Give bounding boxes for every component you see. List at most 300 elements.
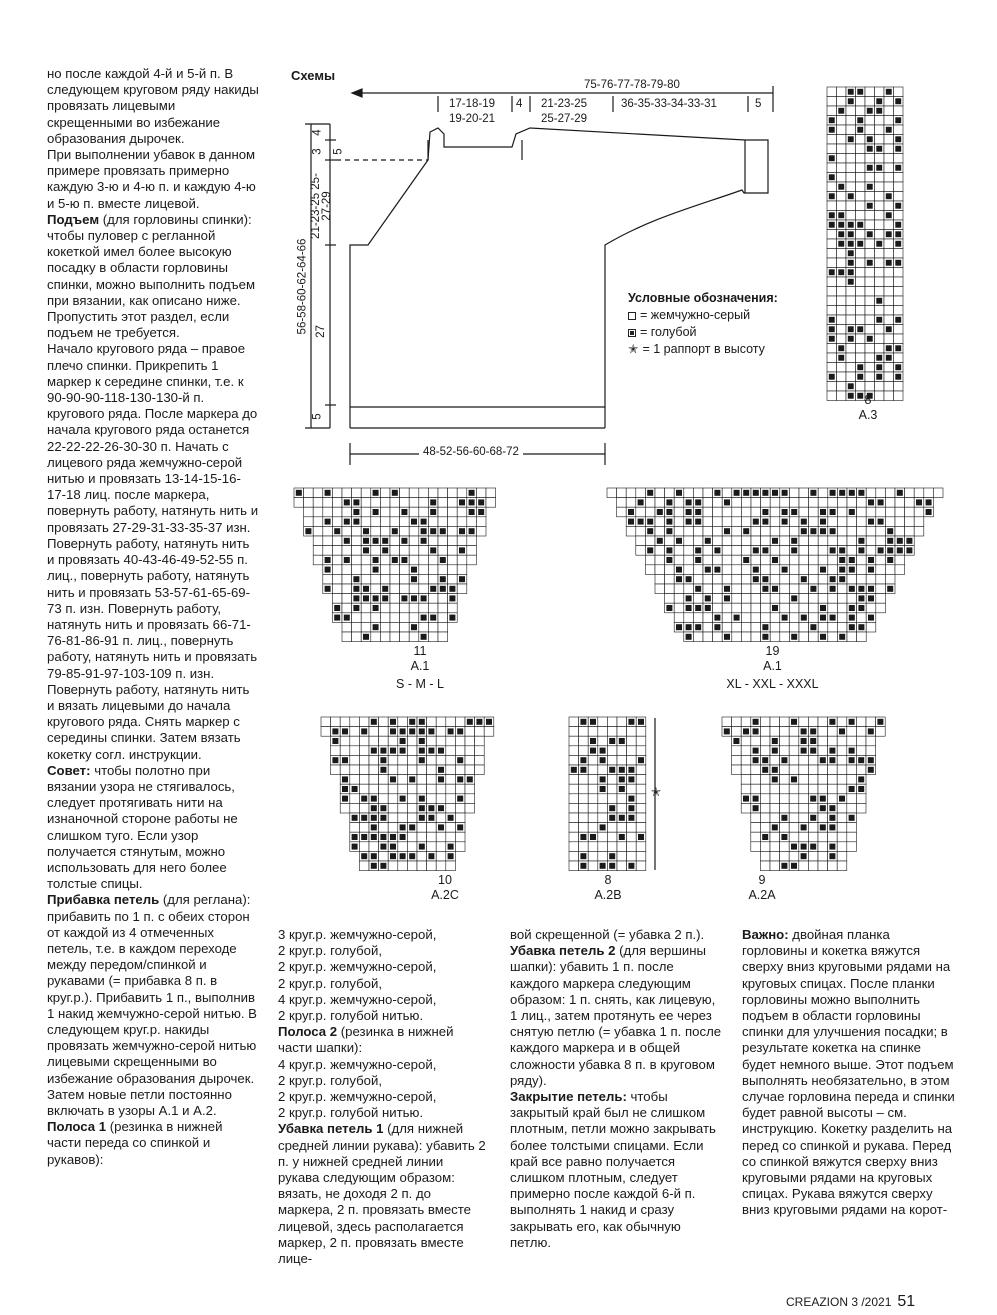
chart-a1-xl-cell bbox=[761, 536, 771, 546]
chart-a1-xl-cell bbox=[828, 555, 838, 565]
chart-a3-cell bbox=[827, 230, 837, 240]
chart-a1-xl-cell bbox=[684, 613, 694, 623]
chart-a1-xl-cell bbox=[828, 622, 838, 632]
chart-a1-sml-cell bbox=[438, 536, 448, 546]
chart-a1-sml-cell bbox=[332, 574, 342, 584]
chart-a2b-cell bbox=[617, 794, 627, 804]
chart-a1-xl-stitch bbox=[839, 547, 845, 553]
chart-a1-xl-cell bbox=[799, 488, 809, 498]
chart-a1-xl-stitch bbox=[762, 519, 768, 525]
chart-a1-xl-stitch bbox=[782, 567, 788, 573]
chart-a1-sml-cell bbox=[313, 517, 323, 527]
chart-a2a-stitch bbox=[829, 719, 835, 725]
chart-a2b-cell bbox=[598, 813, 608, 823]
chart-a1-sml-stitch bbox=[469, 509, 475, 515]
chart-a2c-cell bbox=[331, 746, 341, 756]
chart-a2a-cell bbox=[760, 803, 770, 813]
chart-a3-cell bbox=[827, 249, 837, 259]
chart-a2a-cell bbox=[828, 861, 838, 871]
chart-a1-xl-cell bbox=[732, 565, 742, 575]
chart-a1-sml-cell bbox=[400, 613, 410, 623]
chart-a2a-cell bbox=[780, 746, 790, 756]
chart-a2b-cell bbox=[627, 755, 637, 765]
chart-a1-xl-cell bbox=[780, 546, 790, 556]
chart-a3-cell bbox=[856, 182, 866, 192]
chart-a1-sml-cell bbox=[294, 498, 304, 508]
chart-a2a-cell bbox=[760, 775, 770, 785]
chart-a1-sml-stitch bbox=[411, 519, 417, 525]
chart-a2a-stitch bbox=[868, 757, 874, 763]
chart-a2c-cell bbox=[455, 717, 465, 727]
chart-a2a-cell bbox=[741, 765, 751, 775]
chart-a1-sml-cell bbox=[476, 517, 486, 527]
chart-a2a-cell bbox=[770, 794, 780, 804]
chart-a1-sml-stitch bbox=[421, 528, 427, 534]
chart-a1-xl-stitch bbox=[782, 519, 788, 525]
chart-a2a-stitch bbox=[801, 853, 807, 859]
chart-a2c-stitch bbox=[400, 728, 406, 734]
chart-a2c-cell bbox=[369, 727, 379, 737]
legend-label: = 1 раппорт в высоту bbox=[642, 342, 765, 356]
chart-a2b-cell bbox=[569, 736, 579, 746]
chart-a2a-cell bbox=[837, 755, 847, 765]
chart-a2b-cell bbox=[569, 823, 579, 833]
chart-a2b-cell bbox=[617, 746, 627, 756]
chart-a1-sml-stitch bbox=[401, 595, 407, 601]
chart-a2c-cell bbox=[446, 861, 456, 871]
chart-a1-xl-stitch bbox=[743, 490, 749, 496]
chart-a2c-stitch bbox=[419, 757, 425, 763]
chart-a2a-stitch bbox=[801, 824, 807, 830]
chart-a3-cell bbox=[827, 344, 837, 354]
paragraph-text: (для горловины спинки): чтобы пуловер с регланной кокеткой имел более высокую посадку в области горловины спинки, можно выполнить подъем при вязании, как описано ниже. Пропустить этот раздел, если подъем не требуется. bbox=[47, 211, 256, 341]
chart-a3-stitch bbox=[876, 165, 882, 171]
chart-a2a-cell bbox=[799, 755, 809, 765]
chart-a3-cell bbox=[827, 382, 837, 392]
chart-a3-stitch bbox=[838, 212, 844, 218]
chart-a2a-cell bbox=[799, 861, 809, 871]
chart-a2a-stitch bbox=[791, 844, 797, 850]
chart-a3-stitch bbox=[867, 203, 873, 209]
chart-a2b-cell bbox=[636, 784, 646, 794]
chart-a2b-stitch bbox=[600, 748, 606, 754]
chart-a1-sml-cell bbox=[361, 488, 371, 498]
chart-a2c-stitch bbox=[352, 815, 358, 821]
chart-a1-xl-cell bbox=[693, 613, 703, 623]
chart-a1-xl-cell bbox=[780, 536, 790, 546]
chart-a1-xl-stitch bbox=[858, 547, 864, 553]
dim-seg4: 36-35-33-34-33-31 bbox=[621, 98, 717, 110]
chart-a3-cell bbox=[894, 382, 904, 392]
chart-a2c-cell bbox=[436, 755, 446, 765]
chart-a2a-stitch bbox=[753, 748, 759, 754]
chart-a1-xl-cell bbox=[713, 536, 723, 546]
chart-a1-xl-cell bbox=[818, 555, 828, 565]
chart-a2b-cell bbox=[607, 794, 617, 804]
chart-a2a-stitch bbox=[858, 786, 864, 792]
chart-a2a-cell bbox=[808, 832, 818, 842]
chart-a3-cell bbox=[894, 87, 904, 97]
chart-a1-sml-cell bbox=[438, 517, 448, 527]
chart-a1-sml-cell bbox=[361, 613, 371, 623]
chart-a2a-cell bbox=[751, 765, 761, 775]
a1s-count: 11 bbox=[413, 644, 427, 658]
chart-a2b-cell bbox=[607, 746, 617, 756]
chart-a2b-cell bbox=[636, 861, 646, 871]
chart-a1-xl-stitch bbox=[801, 528, 807, 534]
chart-a1-xl-cell bbox=[799, 622, 809, 632]
chart-a1-xl-stitch bbox=[647, 490, 653, 496]
chart-a2a-stitch bbox=[762, 767, 768, 773]
chart-a2c-cell bbox=[388, 755, 398, 765]
chart-a3-cell bbox=[875, 230, 885, 240]
chart-a2a-cell bbox=[789, 851, 799, 861]
line: 2 круг.р. голубой нитью. bbox=[278, 1008, 424, 1024]
chart-a1-xl-cell bbox=[770, 517, 780, 527]
chart-a1-xl-stitch bbox=[906, 538, 912, 544]
chart-a2a-cell bbox=[828, 775, 838, 785]
chart-a1-sml-cell bbox=[400, 565, 410, 575]
chart-a2a-stitch bbox=[772, 767, 778, 773]
chart-a2a-cell bbox=[847, 775, 857, 785]
chart-a2a-stitch bbox=[868, 767, 874, 773]
chart-a1-sml-cell bbox=[313, 536, 323, 546]
chart-a1-xl-cell bbox=[780, 526, 790, 536]
chart-a1-xl-cell bbox=[703, 613, 713, 623]
chart-a3-cell bbox=[837, 306, 847, 316]
chart-a3-cell bbox=[894, 306, 904, 316]
chart-a1-sml-cell bbox=[457, 536, 467, 546]
chart-a3-cell bbox=[865, 372, 875, 382]
chart-a1-xl-cell bbox=[837, 536, 847, 546]
chart-a3-stitch bbox=[895, 345, 901, 351]
chart-a2b-stitch bbox=[580, 767, 586, 773]
chart-a2a-cell bbox=[818, 851, 828, 861]
chart-a3-cell bbox=[856, 173, 866, 183]
chart-a1-xl-cell bbox=[732, 546, 742, 556]
chart-a2b-stitch bbox=[609, 767, 615, 773]
chart-a1-xl-stitch bbox=[791, 538, 797, 544]
chart-a1-sml-stitch bbox=[459, 528, 465, 534]
chart-a2b-cell bbox=[569, 842, 579, 852]
chart-a1-sml-cell bbox=[380, 632, 390, 642]
chart-a1-xl-cell bbox=[809, 498, 819, 508]
chart-a1-xl-cell bbox=[645, 498, 655, 508]
chart-a3-stitch bbox=[848, 136, 854, 142]
paragraph-text: чтобы закрытый край был не слишком плотным, петли можно закрывать более толстыми спицами. Если край все равно получается слишком плотным, следует примерно после каждой 6-й п. выполнять 1 накид и сразу закрывать его, как обычную петлю. bbox=[510, 1089, 716, 1250]
chart-a2b-cell bbox=[636, 842, 646, 852]
chart-a1-xl-cell bbox=[655, 488, 665, 498]
chart-a1-sml-cell bbox=[332, 507, 342, 517]
chart-a2c-stitch bbox=[438, 805, 444, 811]
chart-a2c-stitch bbox=[380, 844, 386, 850]
chart-a3-cell bbox=[837, 315, 847, 325]
chart-a1-sml-cell bbox=[448, 517, 458, 527]
chart-a1-sml-cell bbox=[486, 488, 496, 498]
chart-a3-cell bbox=[856, 201, 866, 211]
chart-a1-xl-cell bbox=[684, 536, 694, 546]
chart-a2c-stitch bbox=[380, 863, 386, 869]
chart-a3-cell bbox=[865, 382, 875, 392]
chart-a2b-cell bbox=[598, 851, 608, 861]
chart-a1-xl-cell bbox=[703, 555, 713, 565]
chart-a2b-stitch bbox=[628, 863, 634, 869]
chart-a3-cell bbox=[827, 182, 837, 192]
chart-a2c-stitch bbox=[332, 757, 338, 763]
chart-a2a-cell bbox=[808, 755, 818, 765]
chart-a3-cell bbox=[856, 296, 866, 306]
chart-a2a-stitch bbox=[810, 738, 816, 744]
chart-a1-xl-stitch bbox=[820, 634, 826, 640]
chart-a2c-stitch bbox=[380, 815, 386, 821]
chart-a1-sml-cell bbox=[448, 565, 458, 575]
chart-a3-cell bbox=[865, 315, 875, 325]
chart-a2a-stitch bbox=[733, 738, 739, 744]
chart-a2a-stitch bbox=[849, 757, 855, 763]
chart-a2a-cell bbox=[780, 727, 790, 737]
chart-a2b-stitch bbox=[600, 824, 606, 830]
a1x-sizes: XL - XXL - XXXL bbox=[726, 677, 819, 691]
chart-a2c-stitch bbox=[419, 796, 425, 802]
chart-a2a-cell bbox=[789, 765, 799, 775]
chart-a2c-cell bbox=[417, 784, 427, 794]
chart-a1-xl-cell bbox=[713, 526, 723, 536]
chart-a1-sml-cell bbox=[390, 594, 400, 604]
chart-a2c-cell bbox=[359, 736, 369, 746]
chart-a2a-cell bbox=[741, 736, 751, 746]
chart-a1-sml-stitch bbox=[325, 490, 331, 496]
chart-a1-xl-cell bbox=[761, 603, 771, 613]
chart-a1-xl-cell bbox=[818, 536, 828, 546]
chart-a1-sml-cell bbox=[380, 555, 390, 565]
chart-a1-sml-cell bbox=[390, 507, 400, 517]
chart-a2b-cell bbox=[579, 794, 589, 804]
chart-a2c-stitch bbox=[390, 844, 396, 850]
chart-a2a-stitch bbox=[868, 728, 874, 734]
chart-a1-sml-cell bbox=[304, 507, 314, 517]
chart-a2c-cell bbox=[407, 755, 417, 765]
chart-a2a-cell bbox=[732, 765, 742, 775]
chart-a1-xl-stitch bbox=[753, 547, 759, 553]
chart-a3-cell bbox=[865, 192, 875, 202]
chart-a2a-cell bbox=[789, 823, 799, 833]
chart-a1-sml-cell bbox=[428, 536, 438, 546]
chart-a1-xl-stitch bbox=[686, 634, 692, 640]
chart-a1-sml-cell bbox=[304, 498, 314, 508]
chart-a2b-cell bbox=[636, 765, 646, 775]
chart-a1-sml-stitch bbox=[363, 586, 369, 592]
chart-a2c-stitch bbox=[390, 853, 396, 859]
chart-a2c-cell bbox=[369, 842, 379, 852]
chart-a1-xl-cell bbox=[741, 546, 751, 556]
chart-a1-xl-cell bbox=[799, 555, 809, 565]
chart-a2a-cell bbox=[780, 736, 790, 746]
chart-a1-sml-cell bbox=[332, 517, 342, 527]
chart-a1-xl-cell bbox=[789, 574, 799, 584]
chart-a2a-cell bbox=[770, 851, 780, 861]
chart-a1-sml-cell bbox=[448, 555, 458, 565]
chart-a1-sml-cell bbox=[371, 632, 381, 642]
chart-a1-xl-cell bbox=[818, 584, 828, 594]
chart-a1-xl-stitch bbox=[868, 615, 874, 621]
chart-a3-cell bbox=[884, 144, 894, 154]
a1x-name: A.1 bbox=[763, 659, 782, 673]
chart-a1-sml-stitch bbox=[353, 605, 359, 611]
chart-a1-xl-cell bbox=[847, 517, 857, 527]
chart-a1-sml-cell bbox=[313, 526, 323, 536]
chart-a1-sml-cell bbox=[352, 565, 362, 575]
chart-a1-sml-stitch bbox=[430, 499, 436, 505]
chart-a2c-cell bbox=[455, 832, 465, 842]
chart-a2c-cell bbox=[388, 813, 398, 823]
chart-a2c-cell bbox=[398, 803, 408, 813]
chart-a1-xl-cell bbox=[713, 632, 723, 642]
chart-a3-stitch bbox=[895, 165, 901, 171]
chart-a1-xl-cell bbox=[809, 613, 819, 623]
chart-a2c-cell bbox=[388, 794, 398, 804]
chart-a3-cell bbox=[827, 353, 837, 363]
chart-a1-xl-cell bbox=[617, 498, 627, 508]
chart-a1-xl-stitch bbox=[858, 490, 864, 496]
chart-a2b-cell bbox=[569, 775, 579, 785]
chart-a1-xl-stitch bbox=[762, 547, 768, 553]
chart-a2c-cell bbox=[359, 823, 369, 833]
chart-a2a-cell bbox=[732, 717, 742, 727]
paragraph: но после каждой 4-й и 5-й п. В следующем круговом ряду накиды провязать лицевыми скрещенными во избежание образования дырочек. bbox=[47, 66, 259, 146]
schemes-title: Схемы bbox=[291, 68, 336, 83]
chart-a1-xl-cell bbox=[665, 584, 675, 594]
chart-a2c-cell bbox=[359, 765, 369, 775]
chart-a3-stitch bbox=[857, 222, 863, 228]
chart-a1-xl-cell bbox=[780, 498, 790, 508]
chart-a1-xl-cell bbox=[837, 613, 847, 623]
chart-a2a-cell bbox=[837, 765, 847, 775]
chart-a2a-cell bbox=[760, 784, 770, 794]
chart-a1-xl-stitch bbox=[868, 586, 874, 592]
chart-a2c-stitch bbox=[380, 757, 386, 763]
chart-a1-xl-cell bbox=[761, 565, 771, 575]
chart-a2c-stitch bbox=[419, 728, 425, 734]
chart-a1-sml-stitch bbox=[449, 586, 455, 592]
chart-a3-stitch bbox=[895, 374, 901, 380]
chart-a2a-cell bbox=[847, 794, 857, 804]
chart-a2c-cell bbox=[350, 803, 360, 813]
chart-a1-sml-stitch bbox=[401, 538, 407, 544]
chart-a1-xl-stitch bbox=[724, 586, 730, 592]
chart-a2c-cell bbox=[417, 775, 427, 785]
chart-a1-sml-cell bbox=[419, 584, 429, 594]
chart-a1-xl-cell bbox=[866, 603, 876, 613]
chart-a2c-cell bbox=[407, 784, 417, 794]
chart-a2b-stitch bbox=[619, 776, 625, 782]
chart-a1-sml-stitch bbox=[430, 509, 436, 515]
chart-a3-cell bbox=[884, 382, 894, 392]
chart-a1-xl-cell bbox=[924, 488, 934, 498]
chart-a2c-cell bbox=[379, 794, 389, 804]
chart-a2a-cell bbox=[760, 727, 770, 737]
chart-a1-sml-cell bbox=[323, 498, 333, 508]
chart-a1-xl-cell bbox=[809, 632, 819, 642]
chart-a2c-cell bbox=[379, 717, 389, 727]
chart-a2b-cell bbox=[588, 765, 598, 775]
chart-a1-xl-cell bbox=[799, 507, 809, 517]
chart-a1-sml-cell bbox=[428, 488, 438, 498]
chart-a1-sml-cell bbox=[438, 498, 448, 508]
chart-a3-cell bbox=[894, 173, 904, 183]
chart-a3-cell bbox=[894, 325, 904, 335]
a2a-name: A.2A bbox=[748, 888, 776, 902]
chart-a2a-stitch bbox=[781, 757, 787, 763]
chart-a2a-cell bbox=[780, 851, 790, 861]
chart-a1-xl-cell bbox=[693, 574, 703, 584]
paragraph: вой скрещенной (= убавка 2 п.). bbox=[510, 927, 705, 942]
chart-a2a-cell bbox=[818, 842, 828, 852]
chart-a1-sml-stitch bbox=[344, 615, 350, 621]
chart-a2c-stitch bbox=[371, 863, 377, 869]
chart-a1-xl-cell bbox=[713, 574, 723, 584]
chart-a2a-cell bbox=[789, 784, 799, 794]
chart-a1-xl-stitch bbox=[839, 634, 845, 640]
chart-a2b-cell bbox=[636, 823, 646, 833]
chart-a3-stitch bbox=[876, 108, 882, 114]
chart-a1-sml-cell bbox=[332, 536, 342, 546]
chart-a3-stitch bbox=[867, 184, 873, 190]
a2b-name: A.2B bbox=[594, 888, 622, 902]
chart-a2a-stitch bbox=[820, 824, 826, 830]
chart-a3-stitch bbox=[895, 98, 901, 104]
chart-a2c-cell bbox=[340, 746, 350, 756]
chart-a1-sml-cell bbox=[467, 517, 477, 527]
chart-a3-cell bbox=[884, 277, 894, 287]
chart-a2a-stitch bbox=[791, 863, 797, 869]
chart-a3-stitch bbox=[876, 298, 882, 304]
chart-a1-sml-cell bbox=[371, 526, 381, 536]
chart-a3-stitch bbox=[838, 184, 844, 190]
chart-a2c-stitch bbox=[371, 796, 377, 802]
chart-a2a-cell bbox=[828, 765, 838, 775]
chart-a1-sml-cell bbox=[390, 632, 400, 642]
chart-a1-xl-cell bbox=[809, 517, 819, 527]
chart-a3-cell bbox=[884, 173, 894, 183]
chart-a3-cell bbox=[875, 192, 885, 202]
chart-a2b-stitch bbox=[638, 719, 644, 725]
chart-a1-xl-cell bbox=[626, 526, 636, 536]
paragraph-text: двойная планка горловины и кокетка вяжутся сверху вниз круговыми рядами на круговых спицах. После планки горловины можно выполнить подъем в области горловины спинки для улучшения посадки; в результате кокетка на спинке будет немного выше. Этот подъем выполнять необязательно, в этом случае горловина переда и спинки будет равной высоты – см. инструкцию. Кокетку разделить на перед со спинкой и рукава. Перед со спинкой вяжутся сверху вниз круговыми рядами на круговых спицах. Рукава вяжутся сверху вниз круговыми рядами на корот- bbox=[742, 927, 955, 1218]
chart-a3-stitch bbox=[886, 260, 892, 266]
chart-a3-cell bbox=[856, 344, 866, 354]
chart-a2c-cell bbox=[446, 717, 456, 727]
chart-a1-xl-cell bbox=[703, 622, 713, 632]
chart-a2c-cell bbox=[446, 755, 456, 765]
chart-a1-sml-stitch bbox=[440, 528, 446, 534]
chart-a2a-stitch bbox=[829, 757, 835, 763]
chart-a2a-cell bbox=[780, 842, 790, 852]
chart-a3-cell bbox=[856, 192, 866, 202]
chart-a3-stitch bbox=[838, 108, 844, 114]
chart-a3-stitch bbox=[867, 231, 873, 237]
chart-a2b-cell bbox=[636, 746, 646, 756]
chart-a1-sml-cell bbox=[409, 584, 419, 594]
chart-a3-cell bbox=[865, 306, 875, 316]
chart-a2a-cell bbox=[732, 746, 742, 756]
chart-a2a-cell bbox=[780, 717, 790, 727]
chart-a1-xl-cell bbox=[876, 555, 886, 565]
chart-a2a-stitch bbox=[829, 844, 835, 850]
chart-a1-sml-cell bbox=[448, 546, 458, 556]
chart-a3-cell bbox=[837, 116, 847, 126]
chart-a1-sml-cell bbox=[323, 536, 333, 546]
chart-a3-cell bbox=[865, 220, 875, 230]
